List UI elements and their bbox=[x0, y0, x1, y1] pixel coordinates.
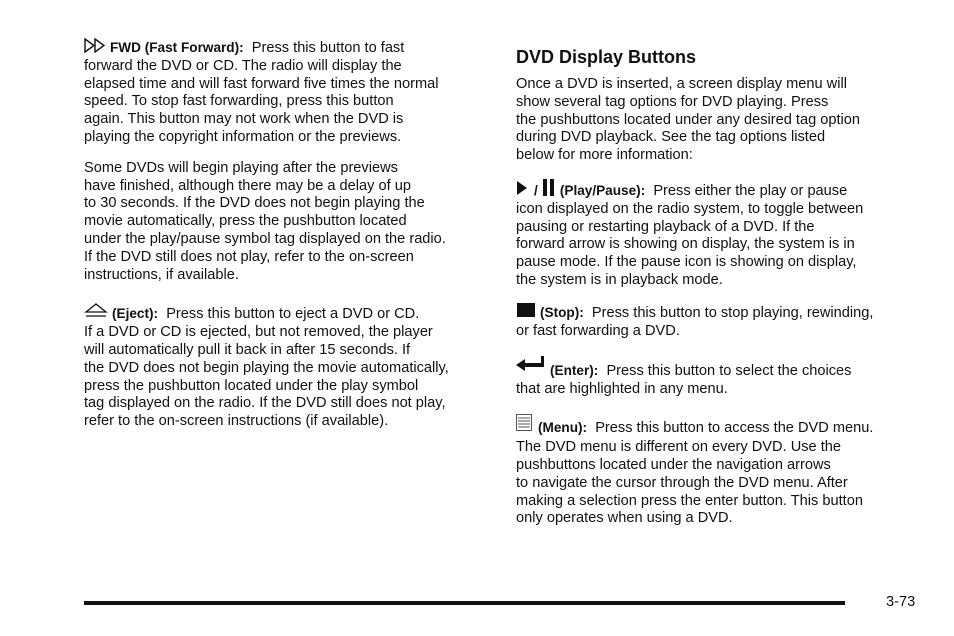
fwd-term: FWD (Fast Forward): bbox=[110, 40, 244, 55]
menu-line: making a selection press the enter button. This button bbox=[516, 492, 863, 509]
eject-line: If a DVD or CD is ejected, but not removed, the player bbox=[84, 324, 433, 341]
body-line: below for more information: bbox=[516, 147, 693, 164]
enter-icon bbox=[516, 356, 546, 372]
stop-paragraph bbox=[516, 303, 921, 341]
eject-line: tag displayed on the radio. If the DVD still does not play, bbox=[84, 395, 446, 412]
play-pause-line: pausing or restarting playback of a DVD. If the bbox=[516, 218, 815, 235]
menu-icon bbox=[516, 414, 532, 431]
menu-line: Press this button to access the DVD menu. bbox=[595, 420, 874, 437]
body-line: movie automatically, press the pushbutton located bbox=[84, 213, 407, 230]
stop-icon bbox=[516, 303, 536, 317]
intro-paragraph bbox=[516, 76, 921, 165]
fwd-paragraph bbox=[84, 38, 494, 147]
some-dvds-paragraph bbox=[84, 160, 494, 285]
eject-icon bbox=[84, 303, 108, 319]
play-icon bbox=[516, 180, 528, 196]
play-pause-term: (Play/Pause): bbox=[559, 182, 646, 198]
menu-line: pushbuttons located under the navigation arrows bbox=[516, 456, 831, 473]
eject-line: Press this button to eject a DVD or CD. bbox=[166, 306, 420, 323]
left-column bbox=[84, 40, 494, 431]
section-heading: DVD Display Buttons bbox=[516, 47, 697, 67]
eject-line: refer to the on-screen instructions (if available). bbox=[84, 413, 389, 430]
menu-line: to navigate the cursor through the DVD menu. After bbox=[516, 474, 848, 491]
play-pause-separator: / bbox=[534, 182, 538, 198]
eject-term: (Eject): bbox=[112, 306, 159, 322]
menu-term: (Menu): bbox=[538, 420, 588, 436]
eject-paragraph bbox=[84, 303, 494, 431]
fwd-line: speed. To stop fast forwarding, press this button bbox=[84, 93, 394, 110]
body-line: show several tag options for DVD playing. Press bbox=[516, 93, 829, 110]
stop-line: Press this button to stop playing, rewinding, bbox=[591, 304, 874, 321]
eject-line: will automatically pull it back in after 15 seconds. If bbox=[84, 341, 411, 358]
body-line: If the DVD still does not play, refer to the on-screen bbox=[84, 248, 414, 265]
fwd-line: playing the copyright information or the previews. bbox=[84, 128, 402, 145]
play-pause-line: the system is in playback mode. bbox=[516, 271, 723, 288]
stop-term: (Stop): bbox=[540, 304, 584, 320]
fast-forward-icon bbox=[84, 38, 106, 53]
menu-line: The DVD menu is different on every DVD. Use the bbox=[516, 439, 841, 456]
fwd-line: again. This button may not work when the DVD is bbox=[84, 111, 404, 128]
body-line: Once a DVD is inserted, a screen display menu will bbox=[516, 76, 847, 92]
play-pause-paragraph bbox=[516, 179, 921, 290]
page-number: 3-73 bbox=[886, 594, 916, 610]
eject-line: press the pushbutton located under the play symbol bbox=[84, 377, 419, 394]
body-line: to 30 seconds. If the DVD does not begin playing the bbox=[84, 195, 425, 212]
body-line: instructions, if available. bbox=[84, 266, 239, 283]
play-pause-line: forward arrow is showing on display, the system is in bbox=[516, 236, 855, 253]
fwd-line: Press this button to fast bbox=[251, 40, 405, 56]
play-pause-line: icon displayed on the radio system, to toggle between bbox=[516, 200, 864, 217]
pause-icon bbox=[542, 179, 556, 196]
enter-line: that are highlighted in any menu. bbox=[516, 381, 728, 398]
play-pause-line: pause mode. If the pause icon is showing on display, bbox=[516, 254, 857, 271]
menu-line: only operates when using a DVD. bbox=[516, 510, 733, 527]
stop-line: or fast forwarding a DVD. bbox=[516, 322, 680, 339]
fwd-line: elapsed time and will fast forward five times the normal bbox=[84, 75, 439, 92]
enter-term: (Enter): bbox=[550, 363, 599, 379]
body-line: the pushbuttons located under any desired tag option bbox=[516, 111, 861, 128]
body-line: have finished, although there may be a delay of up bbox=[84, 177, 411, 194]
fwd-line: forward the DVD or CD. The radio will display the bbox=[84, 57, 402, 74]
body-line: during DVD playback. See the tag options listed bbox=[516, 129, 826, 146]
play-pause-line: Press either the play or pause bbox=[653, 182, 848, 199]
enter-paragraph bbox=[516, 356, 921, 399]
eject-line: the DVD does not begin playing the movie automatically, bbox=[84, 359, 449, 376]
body-line: under the play/pause symbol tag displayed on the radio. bbox=[84, 230, 446, 247]
right-column bbox=[516, 46, 921, 528]
body-line: Some DVDs will begin playing after the previews bbox=[84, 159, 398, 176]
footer-rule bbox=[84, 601, 845, 605]
enter-line: Press this button to select the choices bbox=[606, 363, 852, 380]
menu-paragraph bbox=[516, 414, 921, 528]
